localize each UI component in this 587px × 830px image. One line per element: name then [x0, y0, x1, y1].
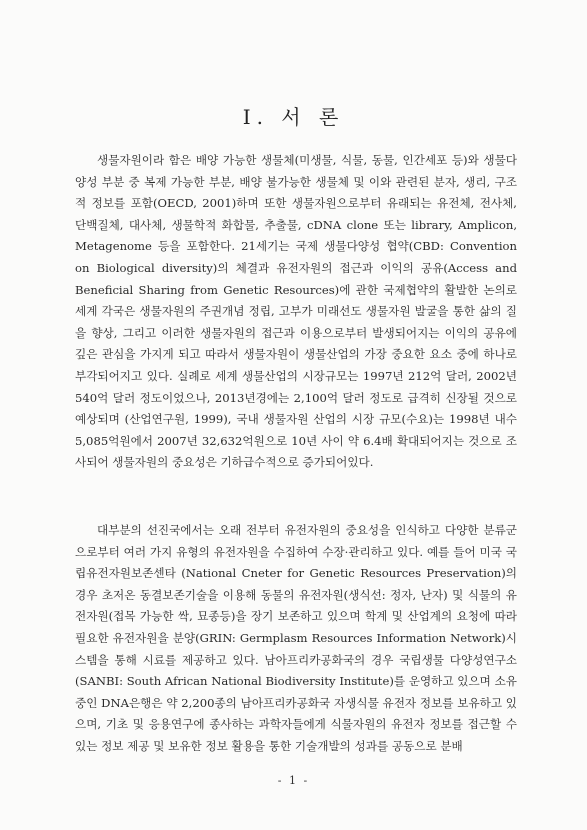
paragraph-text: 대부분의 선진국에서는 오래 전부터 유전자원의 중요성을 인식하고 다양한 분류군으로부터 여러 가지 유형의 유전자원을 수집하여 수장·관리하고 있다. 예를 들어 미국 국립유전자원보존센타 (National Cneter for Genetic Resources Preservation)의 경우 초저온 동결보존기술을 이용해 동물의 유전자원(생식선: 정자, 난자) 및 식물의 유전자원(접목 가능한 싹, 묘종등)을 장기 보존하고 있으며 학계 및 산업계의 요청에 따라 필요한 유전자원을 분양(GRIN: Germplasm Resources Information Network)시스템을 통해 시료를 제공하고 있다. 남아프리카공화국의 경우 국립생물 다양성연구소 (SANBI: South African National Biodiversity Institute)를 운영하고 있으며 소유중인 DNA은행은 약 2,200종의 남아프리카공화국 자생식물 유전자 정보를 보유하고 있으며, 기초 및 응용연구에 종사하는 과학자들에게 식물자원의 유전자 정보를 접근할 수 있는 정보 제공 및 보유한 정보 활용을 통한 기술개발의 성과를 공동으로 분배 [75, 523, 517, 753]
section-title: I. 서 론 [242, 105, 345, 129]
page-number: - 1 - [277, 774, 310, 787]
paragraph-text: 생물자원이라 함은 배양 가능한 생물체(미생물, 식물, 동물, 인간세포 등)와 생물다양성 부분 중 복제 가능한 부분, 배양 불가능한 생물체 및 이와 관련된 분자, 생리, 구조적 정보를 포함(OECD, 2001)하며 또한 생물자원으로부터 유래되는 유전체, 전사체, 단백질체, 대사체, 생물학적 화합물, 추출물, cDNA clone 또는 library, Amplicon, Metagenome 등을 포함한다. 21세기는 국제 생물다양성 협약(CBD: Convention on Biological diversity)의 체결과 유전자원의 접근과 이익의 공유(Access and Beneficial Sharing from Genetic Resources)에 관한 국제협약의 활발한 논의로 세계 각국은 생물자원의 주권개념 정립, 고부가 미래선도 생물자원 발굴을 통한 삶의 질을 향상, 그리고 이러한 생물자원의 접근과 이용으로부터 발생되어지는 이익의 공유에 깊은 관심을 가지게 되고 따라서 생물자원이 생물산업의 가장 중요한 요소 중에 하나로 부각되어지고 있다. 실례로 세계 생물산업의 시장규모는 1997년 212억 달러, 2002년 540억 달러 정도이었으나, 2013년경에는 2,100억 달러 정도로 급격히 신장될 것으로 예상되며 (산업연구원, 1999), 국내 생물자원 산업의 시장 규모(수요)는 1998년 내수 5,085억원에서 2007년 32,632억원으로 10년 사이 약 6.4배 확대되어지는 것으로 조사되어 생물자원의 중요성은 기하급수적으로 증가되어있다. [75, 153, 517, 470]
body-paragraph-1 [75, 150, 517, 474]
body-paragraph-2 [75, 520, 517, 758]
